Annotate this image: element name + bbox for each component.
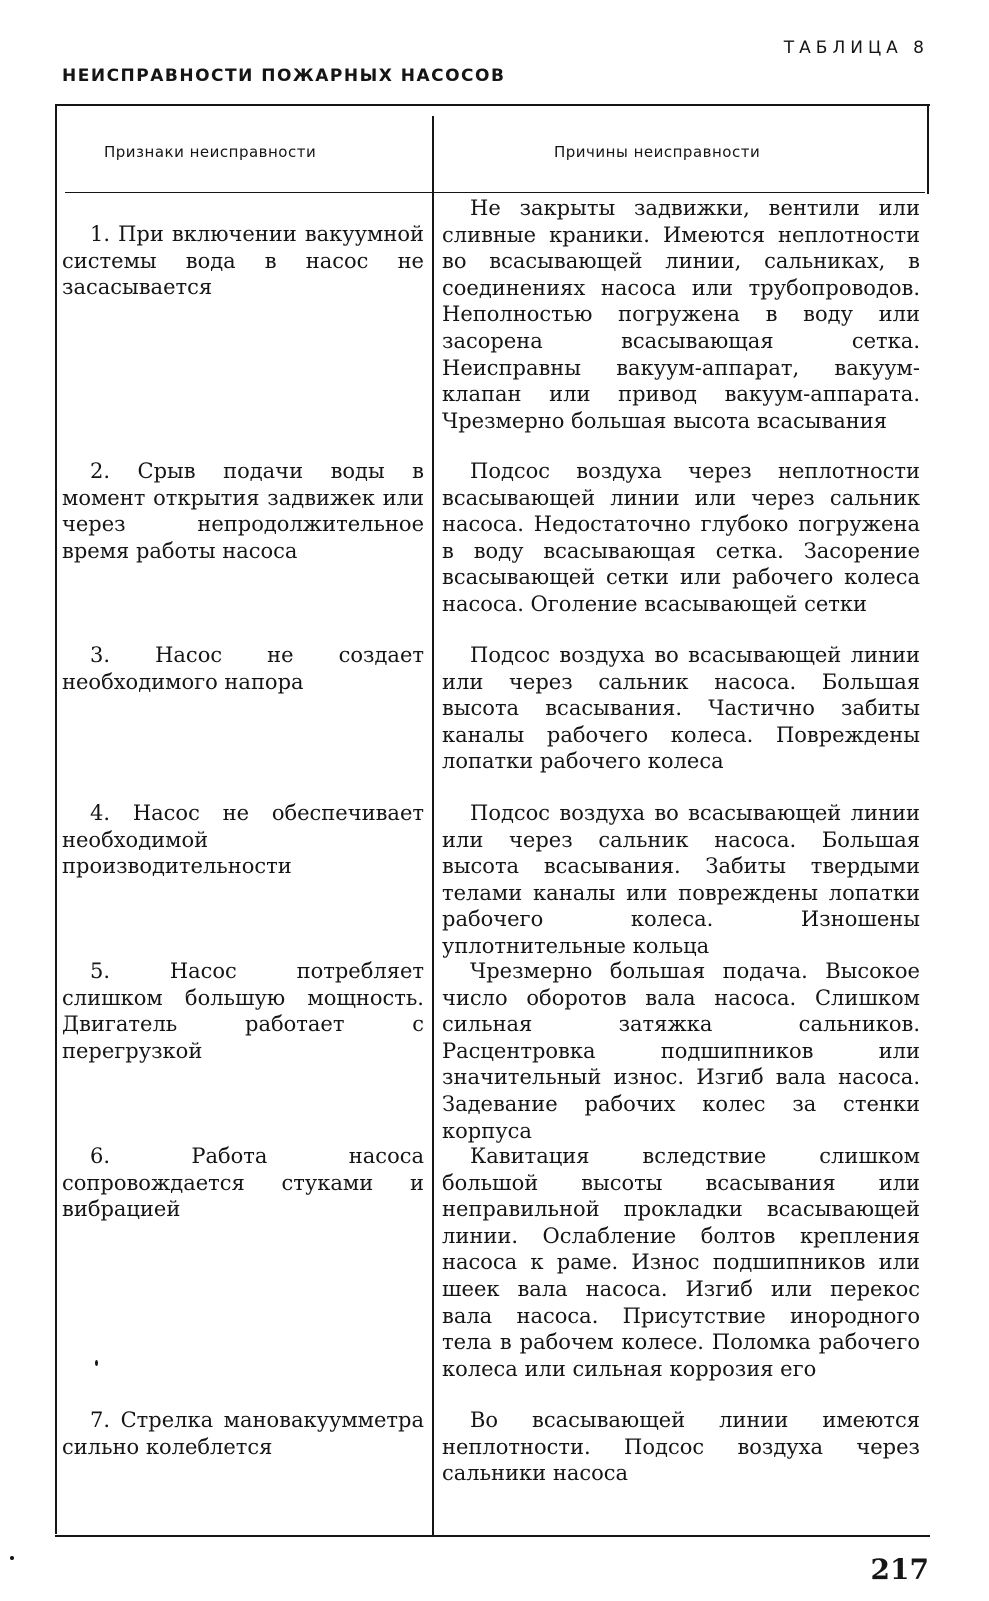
table-row-2-cause: Подсос воздуха через неплотности всасывающей линии или через сальник насоса. Недостаточно глубоко погружена в воду всасывающая сетка. Засорение всасывающей сетки или рабочего колеса насоса. Оголение всасывающей сетки: [442, 459, 920, 616]
table-row-7-sign: 7. Стрелка мановакуумметра сильно колеблется: [62, 1408, 424, 1459]
stray-mark: [95, 1360, 98, 1366]
table-row-1-sign: 1. При включении вакуумной системы вода в насос не засасывается: [62, 222, 424, 300]
table-title: НЕИСПРАВНОСТИ ПОЖАРНЫХ НАСОСОВ: [62, 66, 506, 86]
column-header-signs: Признаки неисправности: [104, 143, 317, 161]
table-row-4-cause: Подсос воздуха во всасывающей линии или через сальник насоса. Большая высота всасывания. Забиты твердыми телами каналы или повреждены лопатки рабочего колеса. Изношены уплотнительные кольца: [442, 801, 920, 958]
table-row-4-sign: 4. Насос не обеспечивает необходимой производительности: [62, 801, 424, 879]
table-left-border: [55, 104, 57, 1534]
table-row-2-sign: 2. Срыв подачи воды в момент открытия задвижек или через непродолжительное время работы насоса: [62, 459, 424, 563]
column-header-causes: Причины неисправности: [554, 143, 761, 161]
table-bottom-rule: [55, 1535, 930, 1537]
table-top-rule: [55, 104, 930, 106]
table-right-border: [927, 104, 929, 194]
table-row-3-cause: Подсос воздуха во всасывающей линии или через сальник насоса. Большая высота всасывания. Частично забиты каналы рабочего колеса. Повреждены лопатки рабочего колеса: [442, 643, 920, 774]
table-column-divider: [432, 116, 434, 1536]
table-row-5-sign: 5. Насос потребляет слишком большую мощность. Двигатель работает с перегрузкой: [62, 959, 424, 1063]
table-row-5-cause: Чрезмерно большая подача. Высокое число оборотов вала насоса. Слишком сильная затяжка сальников. Расцентровка подшипников или значительный износ. Изгиб вала насоса. Задевание рабочих колес за стенки корпуса: [442, 959, 920, 1143]
table-number-label: ТАБЛИЦА 8: [783, 38, 929, 58]
page-number: 217: [870, 1553, 929, 1586]
table-row-3-sign: 3. Насос не создает необходимого напора: [62, 643, 424, 694]
stray-mark: [10, 1556, 14, 1560]
table-row-6-sign: 6. Работа насоса сопровождается стуками и вибрацией: [62, 1144, 424, 1222]
table-row-6-cause: Кавитация вследствие слишком большой высоты всасывания или неправильной прокладки всасывающей линии. Ослабление болтов крепления насоса к раме. Износ подшипников или шеек вала насоса. Изгиб или перекос вала насоса. Присутствие инородного тела в рабочем колесе. Поломка рабочего колеса или сильная коррозия его: [442, 1144, 920, 1381]
table-header-rule: [65, 192, 925, 193]
table-row-7-cause: Во всасывающей линии имеются неплотности. Подсос воздуха через сальники насоса: [442, 1408, 920, 1486]
table-row-1-cause: Не закрыты задвижки, вентили или сливные краники. Имеются неплотности во всасывающей линии, сальниках, в соединениях насоса или трубопроводов. Неполностью погружена в воду или засорена всасывающая сетка. Неисправны вакуум-аппарат, вакуум-клапан или привод вакуум-аппарата. Чрезмерно большая высота всасывания: [442, 196, 920, 433]
